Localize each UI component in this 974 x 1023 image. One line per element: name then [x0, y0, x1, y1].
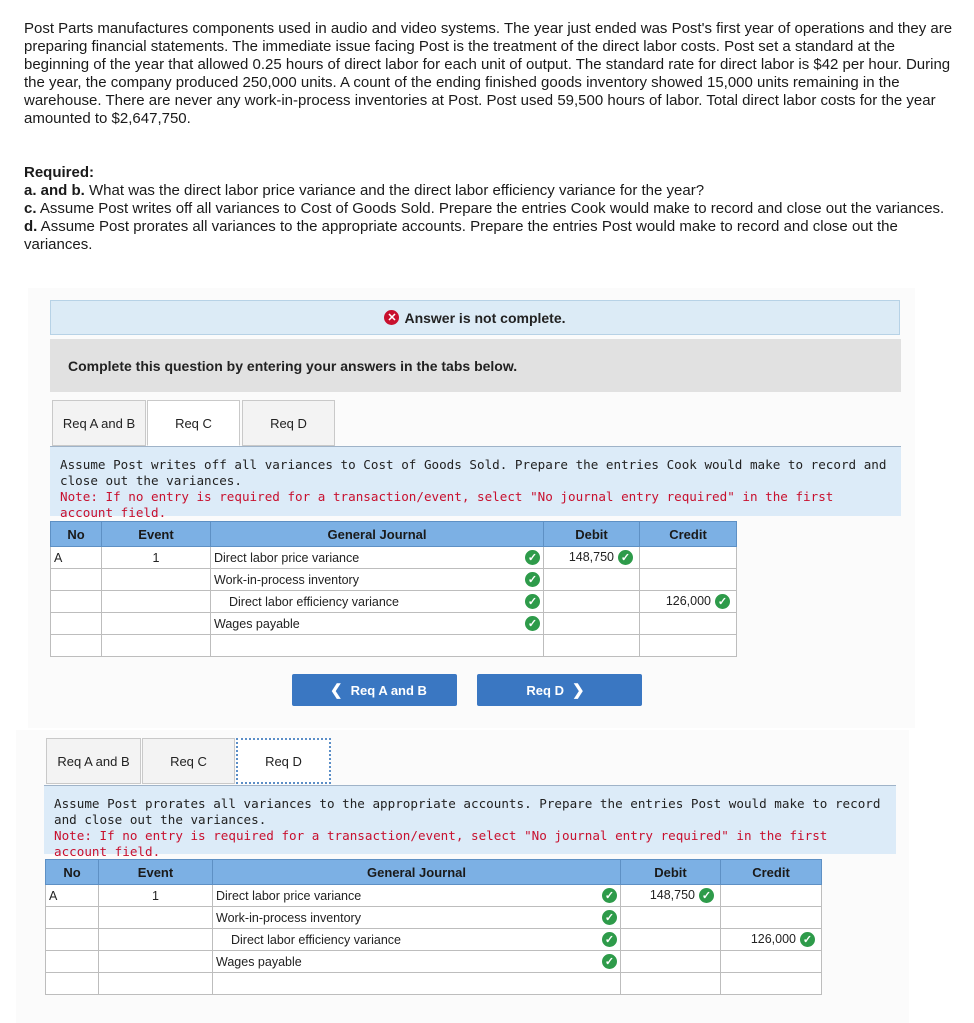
req-ab-label: a. and b. — [24, 182, 85, 199]
account-value: Direct labor price variance — [216, 888, 362, 903]
table-row — [51, 635, 737, 657]
debit-field[interactable] — [544, 591, 640, 613]
col-credit: Credit — [721, 860, 822, 885]
section-d-description — [44, 786, 896, 859]
account-field[interactable] — [211, 569, 544, 591]
check-circle-icon: ✓ — [800, 932, 815, 947]
status-banner — [50, 300, 900, 335]
debit-field[interactable] — [621, 951, 721, 973]
next-label: Req D — [526, 682, 564, 698]
col-debit: Debit — [621, 860, 721, 885]
row-event — [99, 973, 213, 995]
req-d-label: d. — [24, 218, 38, 235]
credit-field[interactable] — [640, 569, 737, 591]
section-d-note: Note: If no entry is required for a transaction/event, select "No journal entry required" in the first account field. — [54, 828, 828, 859]
row-no: A — [46, 885, 99, 907]
row-event — [102, 591, 211, 613]
check-circle-icon: ✓ — [525, 550, 540, 565]
credit-field[interactable] — [640, 613, 737, 635]
credit-field[interactable] — [721, 885, 822, 907]
req-c-text: Assume Post writes off all variances to Cost of Goods Sold. Prepare the entries Cook would make to record and close out the variances. — [36, 200, 945, 217]
section-d-text: Assume Post prorates all variances to the appropriate accounts. Prepare the entries Post would make to record and close out the variances. — [54, 796, 881, 827]
col-journal: General Journal — [211, 522, 544, 547]
credit-field[interactable] — [721, 973, 822, 995]
table-row — [46, 973, 822, 995]
credit-value: 126,000 — [665, 593, 711, 608]
row-no — [51, 613, 102, 635]
chevron-right-icon: ❯ — [571, 682, 585, 699]
account-value: Work-in-process inventory — [216, 910, 361, 925]
row-no — [51, 591, 102, 613]
credit-field[interactable] — [640, 591, 737, 613]
account-value: Direct labor efficiency variance — [231, 932, 401, 947]
debit-value: 148,750 — [649, 887, 695, 902]
row-event — [102, 635, 211, 657]
account-value: Direct labor price variance — [214, 550, 360, 565]
check-circle-icon: ✓ — [699, 888, 714, 903]
table-row — [51, 591, 737, 613]
row-no — [46, 973, 99, 995]
row-event — [99, 951, 213, 973]
section-c-note: Note: If no entry is required for a transaction/event, select "No journal entry required" in the first account field. — [60, 489, 834, 520]
account-field[interactable] — [211, 591, 544, 613]
credit-field[interactable] — [721, 907, 822, 929]
row-event: 1 — [102, 547, 211, 569]
table-row — [46, 951, 822, 973]
row-no — [46, 929, 99, 951]
prev-req-button[interactable] — [292, 674, 457, 706]
row-event — [99, 907, 213, 929]
account-field[interactable] — [211, 635, 544, 657]
tab-req-d-2[interactable]: Req D — [236, 738, 331, 784]
tab-req-d[interactable]: Req D — [242, 400, 335, 446]
col-journal: General Journal — [213, 860, 621, 885]
table-row — [46, 929, 822, 951]
check-circle-icon: ✓ — [602, 954, 617, 969]
row-event: 1 — [99, 885, 213, 907]
required-heading: Required: — [24, 164, 95, 181]
x-circle-icon: ✕ — [384, 310, 399, 325]
req-c-label: c. — [24, 200, 37, 217]
debit-field[interactable] — [544, 613, 640, 635]
account-field[interactable] — [211, 613, 544, 635]
debit-field[interactable] — [544, 635, 640, 657]
debit-field[interactable] — [544, 547, 640, 569]
credit-field[interactable] — [721, 951, 822, 973]
debit-field[interactable] — [621, 907, 721, 929]
check-circle-icon: ✓ — [602, 932, 617, 947]
row-event — [99, 929, 213, 951]
table-row — [51, 547, 737, 569]
col-no: No — [51, 522, 102, 547]
row-event — [102, 569, 211, 591]
account-field[interactable] — [213, 929, 621, 951]
row-no — [46, 907, 99, 929]
row-event — [102, 613, 211, 635]
check-circle-icon: ✓ — [525, 616, 540, 631]
debit-field[interactable] — [621, 885, 721, 907]
chevron-left-icon: ❮ — [330, 682, 343, 699]
journal-table-c — [50, 521, 737, 657]
check-circle-icon: ✓ — [525, 572, 540, 587]
tab-req-a-and-b-2[interactable]: Req A and B — [46, 738, 141, 784]
tab-req-a-and-b[interactable]: Req A and B — [52, 400, 146, 446]
row-no: A — [51, 547, 102, 569]
row-no — [51, 635, 102, 657]
journal-table-d — [45, 859, 822, 995]
col-credit: Credit — [640, 522, 737, 547]
check-circle-icon: ✓ — [525, 594, 540, 609]
req-d-text: Assume Post prorates all variances to the appropriate accounts. Prepare the entries Post would make to record and close out the variances. — [24, 218, 898, 253]
account-value: Wages payable — [216, 954, 302, 969]
col-debit: Debit — [544, 522, 640, 547]
account-field[interactable] — [213, 885, 621, 907]
debit-field[interactable] — [621, 929, 721, 951]
account-field[interactable] — [213, 907, 621, 929]
tab-req-c-2[interactable]: Req C — [142, 738, 235, 784]
credit-value: 126,000 — [750, 931, 796, 946]
col-no: No — [46, 860, 99, 885]
account-value: Wages payable — [214, 616, 300, 631]
section-c-text: Assume Post writes off all variances to Cost of Goods Sold. Prepare the entries Cook would make to record and close out the variances. — [60, 457, 887, 488]
required-section — [24, 164, 964, 254]
problem-text: Post Parts manufactures components used in audio and video systems. The year just ended was Post's first year of operations and they are preparing financial statements. The immediate issue facing Post is the treatment of the direct labor costs. Post set a standard at the beginning of the year that allowed 0.25 hours of direct labor for each unit of output. The standard rate for direct labor is $42 per hour. During the year, the company produced 250,000 units. A count of the ending finished goods inventory showed 15,000 units remaining in the warehouse. There are never any work-in-process inventories at Post. Post used 59,500 hours of labor. Total direct labor costs for the year amounted to $2,647,750. — [24, 20, 953, 127]
req-ab-text: What was the direct labor price variance and the direct labor efficiency variance for the year? — [84, 182, 705, 199]
status-text: Answer is not complete. — [404, 309, 566, 326]
table-row — [51, 569, 737, 591]
debit-value: 148,750 — [568, 549, 614, 564]
prev-label: Req A and B — [350, 682, 427, 698]
credit-field[interactable] — [640, 635, 737, 657]
debit-field[interactable] — [621, 973, 721, 995]
table-row — [46, 885, 822, 907]
section-c-description — [50, 447, 901, 520]
table-row — [51, 613, 737, 635]
credit-field[interactable] — [721, 929, 822, 951]
tab-req-c[interactable]: Req C — [147, 400, 240, 446]
col-event: Event — [99, 860, 213, 885]
check-circle-icon: ✓ — [618, 550, 633, 565]
account-value: Work-in-process inventory — [214, 572, 359, 587]
debit-field[interactable] — [544, 569, 640, 591]
credit-field[interactable] — [640, 547, 737, 569]
account-field[interactable] — [213, 973, 621, 995]
check-circle-icon: ✓ — [602, 910, 617, 925]
account-field[interactable] — [213, 951, 621, 973]
row-no — [46, 951, 99, 973]
col-event: Event — [102, 522, 211, 547]
account-field[interactable] — [211, 547, 544, 569]
table-row — [46, 907, 822, 929]
check-circle-icon: ✓ — [715, 594, 730, 609]
instruction-bar: Complete this question by entering your answers in the tabs below. — [50, 339, 901, 392]
account-value: Direct labor efficiency variance — [229, 594, 399, 609]
next-req-button[interactable] — [477, 674, 642, 706]
check-circle-icon: ✓ — [602, 888, 617, 903]
row-no — [51, 569, 102, 591]
